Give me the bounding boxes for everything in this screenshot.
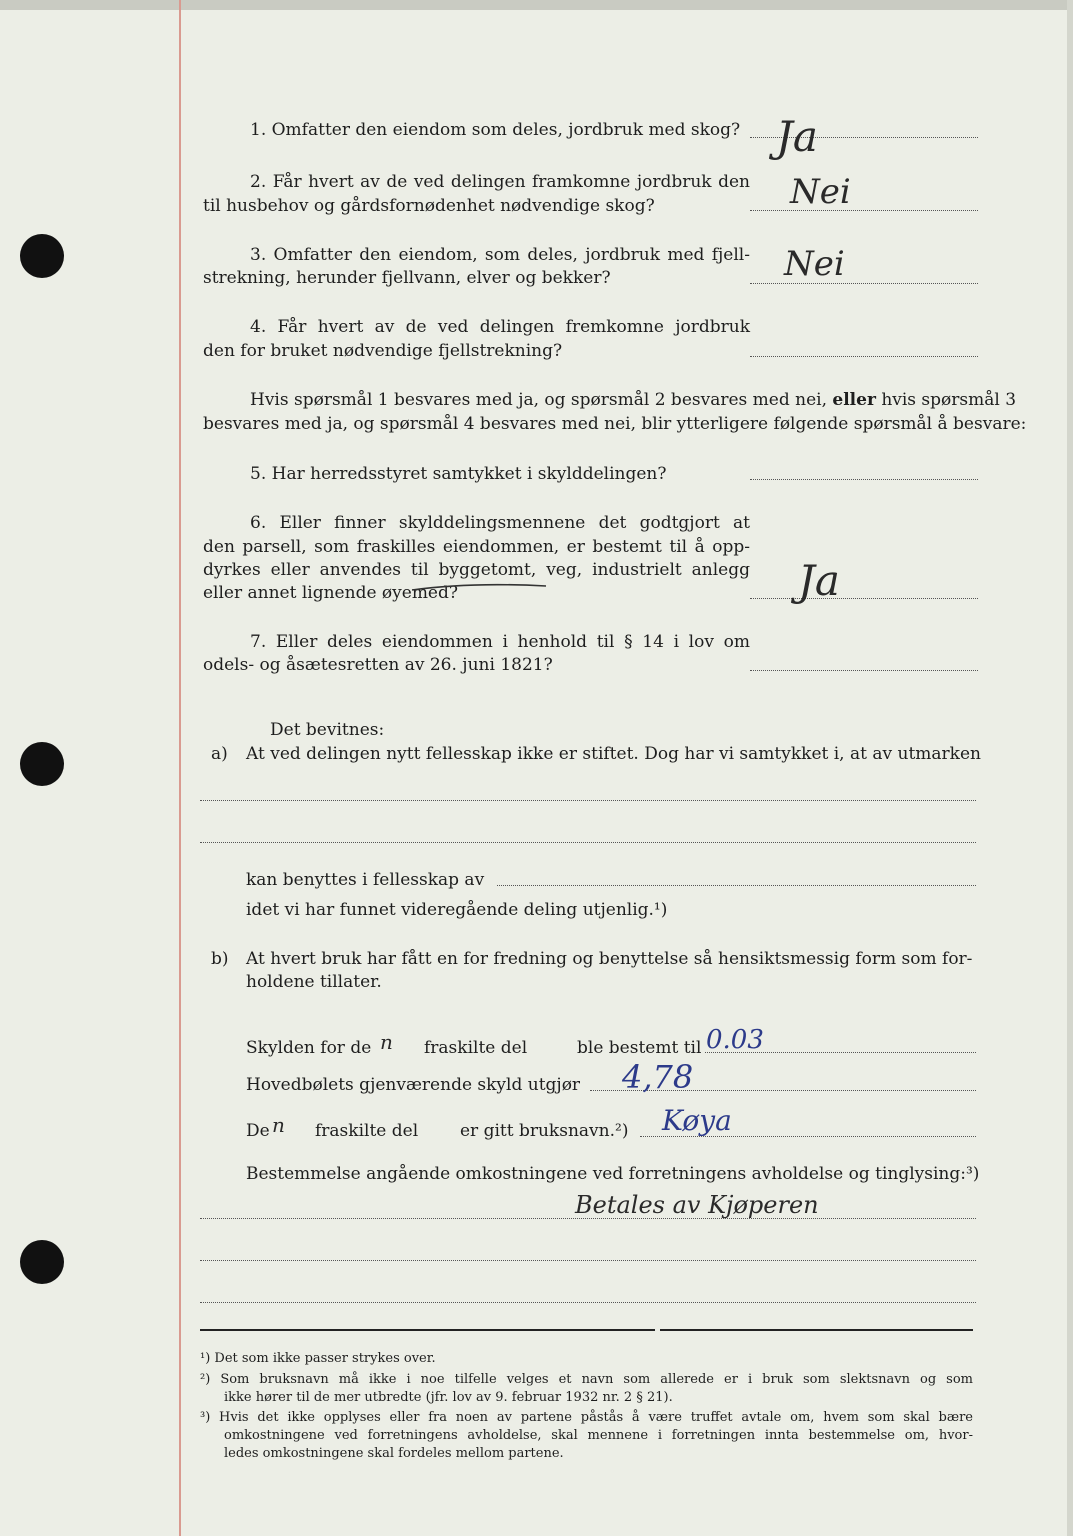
question-2-line-2: til husbehov og gårdsfornødenhet nødvendige skog? <box>203 196 655 216</box>
fill-line-a3 <box>497 885 976 886</box>
question-7-line-1: 7. Eller deles eiendommen i henhold til § 14 i lov om <box>250 632 750 652</box>
answer-line-6 <box>750 598 978 599</box>
question-5-text: 5. Har herredsstyret samtykket i skylddelingen? <box>250 464 667 484</box>
question-6-line-3: dyrkes eller anvendes til byggetomt, veg, industrielt anlegg <box>203 560 750 580</box>
right-edge-shadow <box>1067 0 1073 1536</box>
answer-line-4 <box>750 356 978 357</box>
answer-line-5 <box>750 479 978 480</box>
skyld-label-b: fraskilte del <box>424 1038 528 1058</box>
skyld-value: 0.03 <box>706 1025 764 1055</box>
condition-line-2: besvares med ja, og spørsmål 4 besvares med nei, blir ytterligere følgende spørsmål å besvare: <box>203 414 1027 434</box>
skyld-label-a: Skylden for de <box>246 1038 372 1058</box>
question-7-line-2: odels- og åsætesretten av 26. juni 1821? <box>203 655 553 675</box>
attest-b-line-2: holdene tillater. <box>246 972 382 992</box>
attest-heading: Det bevitnes: <box>270 720 385 740</box>
pen-underline-mark <box>410 580 550 594</box>
attest-a-line-3: kan benyttes i fellesskap av <box>246 870 485 890</box>
question-2-answer: Nei <box>790 172 851 212</box>
footnote-2-line-1: ²) Som bruksnavn må ikke i noe tilfelle velges et navn som allerede er i bruk som slektsnavn og som <box>200 1372 973 1387</box>
hovedbol-value: 4,78 <box>622 1058 694 1096</box>
punch-hole-icon <box>20 1240 64 1284</box>
attest-a-text: At ved delingen nytt fellesskap ikke er stiftet. Dog har vi samtykket i, at av utmarken <box>246 744 981 764</box>
question-2-line-1: 2. Får hvert av de ved delingen framkomne jordbruk den <box>250 172 750 192</box>
bruksnavn-value: Køya <box>662 1104 732 1137</box>
bestemmelse-label: Bestemmelse angående omkostningene ved forretningens avholdelse og tinglysing:³) <box>246 1164 980 1184</box>
footnote-rule-left <box>200 1329 655 1331</box>
footnote-1: ¹) Det som ikke passer strykes over. <box>200 1351 436 1366</box>
strike-mark: n <box>272 1113 285 1137</box>
question-6-answer: Ja <box>798 556 840 605</box>
fill-line-b3 <box>200 1302 976 1303</box>
question-6-line-4: eller annet lignende øyemed? <box>203 583 458 603</box>
footnote-3-line-3: ledes omkostningene skal fordeles mellom partene. <box>224 1446 564 1461</box>
bruksnavn-label-c: er gitt bruksnavn.²) <box>460 1121 629 1141</box>
answer-line-7 <box>750 670 978 671</box>
strike-mark: n <box>380 1030 393 1054</box>
punch-hole-icon <box>20 742 64 786</box>
fill-line-a2 <box>200 842 976 843</box>
question-6-line-2: den parsell, som fraskilles eiendommen, er bestemt til å opp- <box>203 537 750 557</box>
question-1-answer: Ja <box>776 112 818 161</box>
red-margin-line <box>179 0 181 1536</box>
fill-line-b2 <box>200 1260 976 1261</box>
answer-line-2 <box>750 210 978 211</box>
bruksnavn-label-b: fraskilte del <box>315 1121 419 1141</box>
question-3-answer: Nei <box>784 244 845 284</box>
fill-line-b1 <box>200 1218 976 1219</box>
footnote-rule-right <box>660 1329 973 1331</box>
punch-hole-icon <box>20 234 64 278</box>
footnote-2-line-2: ikke hører til de mer utbredte (jfr. lov av 9. februar 1932 nr. 2 § 21). <box>224 1390 673 1405</box>
attest-a-label: a) <box>211 744 228 764</box>
question-4-line-1: 4. Får hvert av de ved delingen fremkomne jordbruk <box>250 317 750 337</box>
attest-b-label: b) <box>211 949 229 969</box>
fill-line-a1 <box>200 800 976 801</box>
skyld-label-c: ble bestemt til <box>577 1038 702 1058</box>
hovedbol-label: Hovedbølets gjenværende skyld utgjør <box>246 1075 581 1095</box>
bestemmelse-value: Betales av Kjøperen <box>575 1191 819 1219</box>
attest-a-line-4: idet vi har funnet videregående deling utjenlig.¹) <box>246 900 668 920</box>
footnote-3-line-1: ³) Hvis det ikke opplyses eller fra noen av partene påstås å være truffet avtale om, hvem som skal bære <box>200 1410 973 1425</box>
question-1-text: 1. Omfatter den eiendom som deles, jordbruk med skog? <box>250 120 741 140</box>
question-3-line-2: strekning, herunder fjellvann, elver og bekker? <box>203 268 611 288</box>
top-edge-shadow <box>0 0 1073 10</box>
attest-b-line-1: At hvert bruk har fått en for fredning og benyttelse så hensiktsmessig form som for- <box>246 949 973 969</box>
bruksnavn-label-a: De <box>246 1121 270 1141</box>
question-6-line-1: 6. Eller finner skylddelingsmennene det godtgjort at <box>250 513 750 533</box>
question-3-line-1: 3. Omfatter den eiendom, som deles, jordbruk med fjell- <box>250 245 750 265</box>
footnote-3-line-2: omkostningene ved forretningens avholdelse, skal mennene i forretningen innta bestemmelse om, hvor- <box>224 1428 973 1443</box>
condition-line-1: Hvis spørsmål 1 besvares med ja, og spørsmål 2 besvares med nei, eller hvis spørsmål 3 <box>250 390 1017 410</box>
question-4-line-2: den for bruket nødvendige fjellstrekning? <box>203 341 563 361</box>
